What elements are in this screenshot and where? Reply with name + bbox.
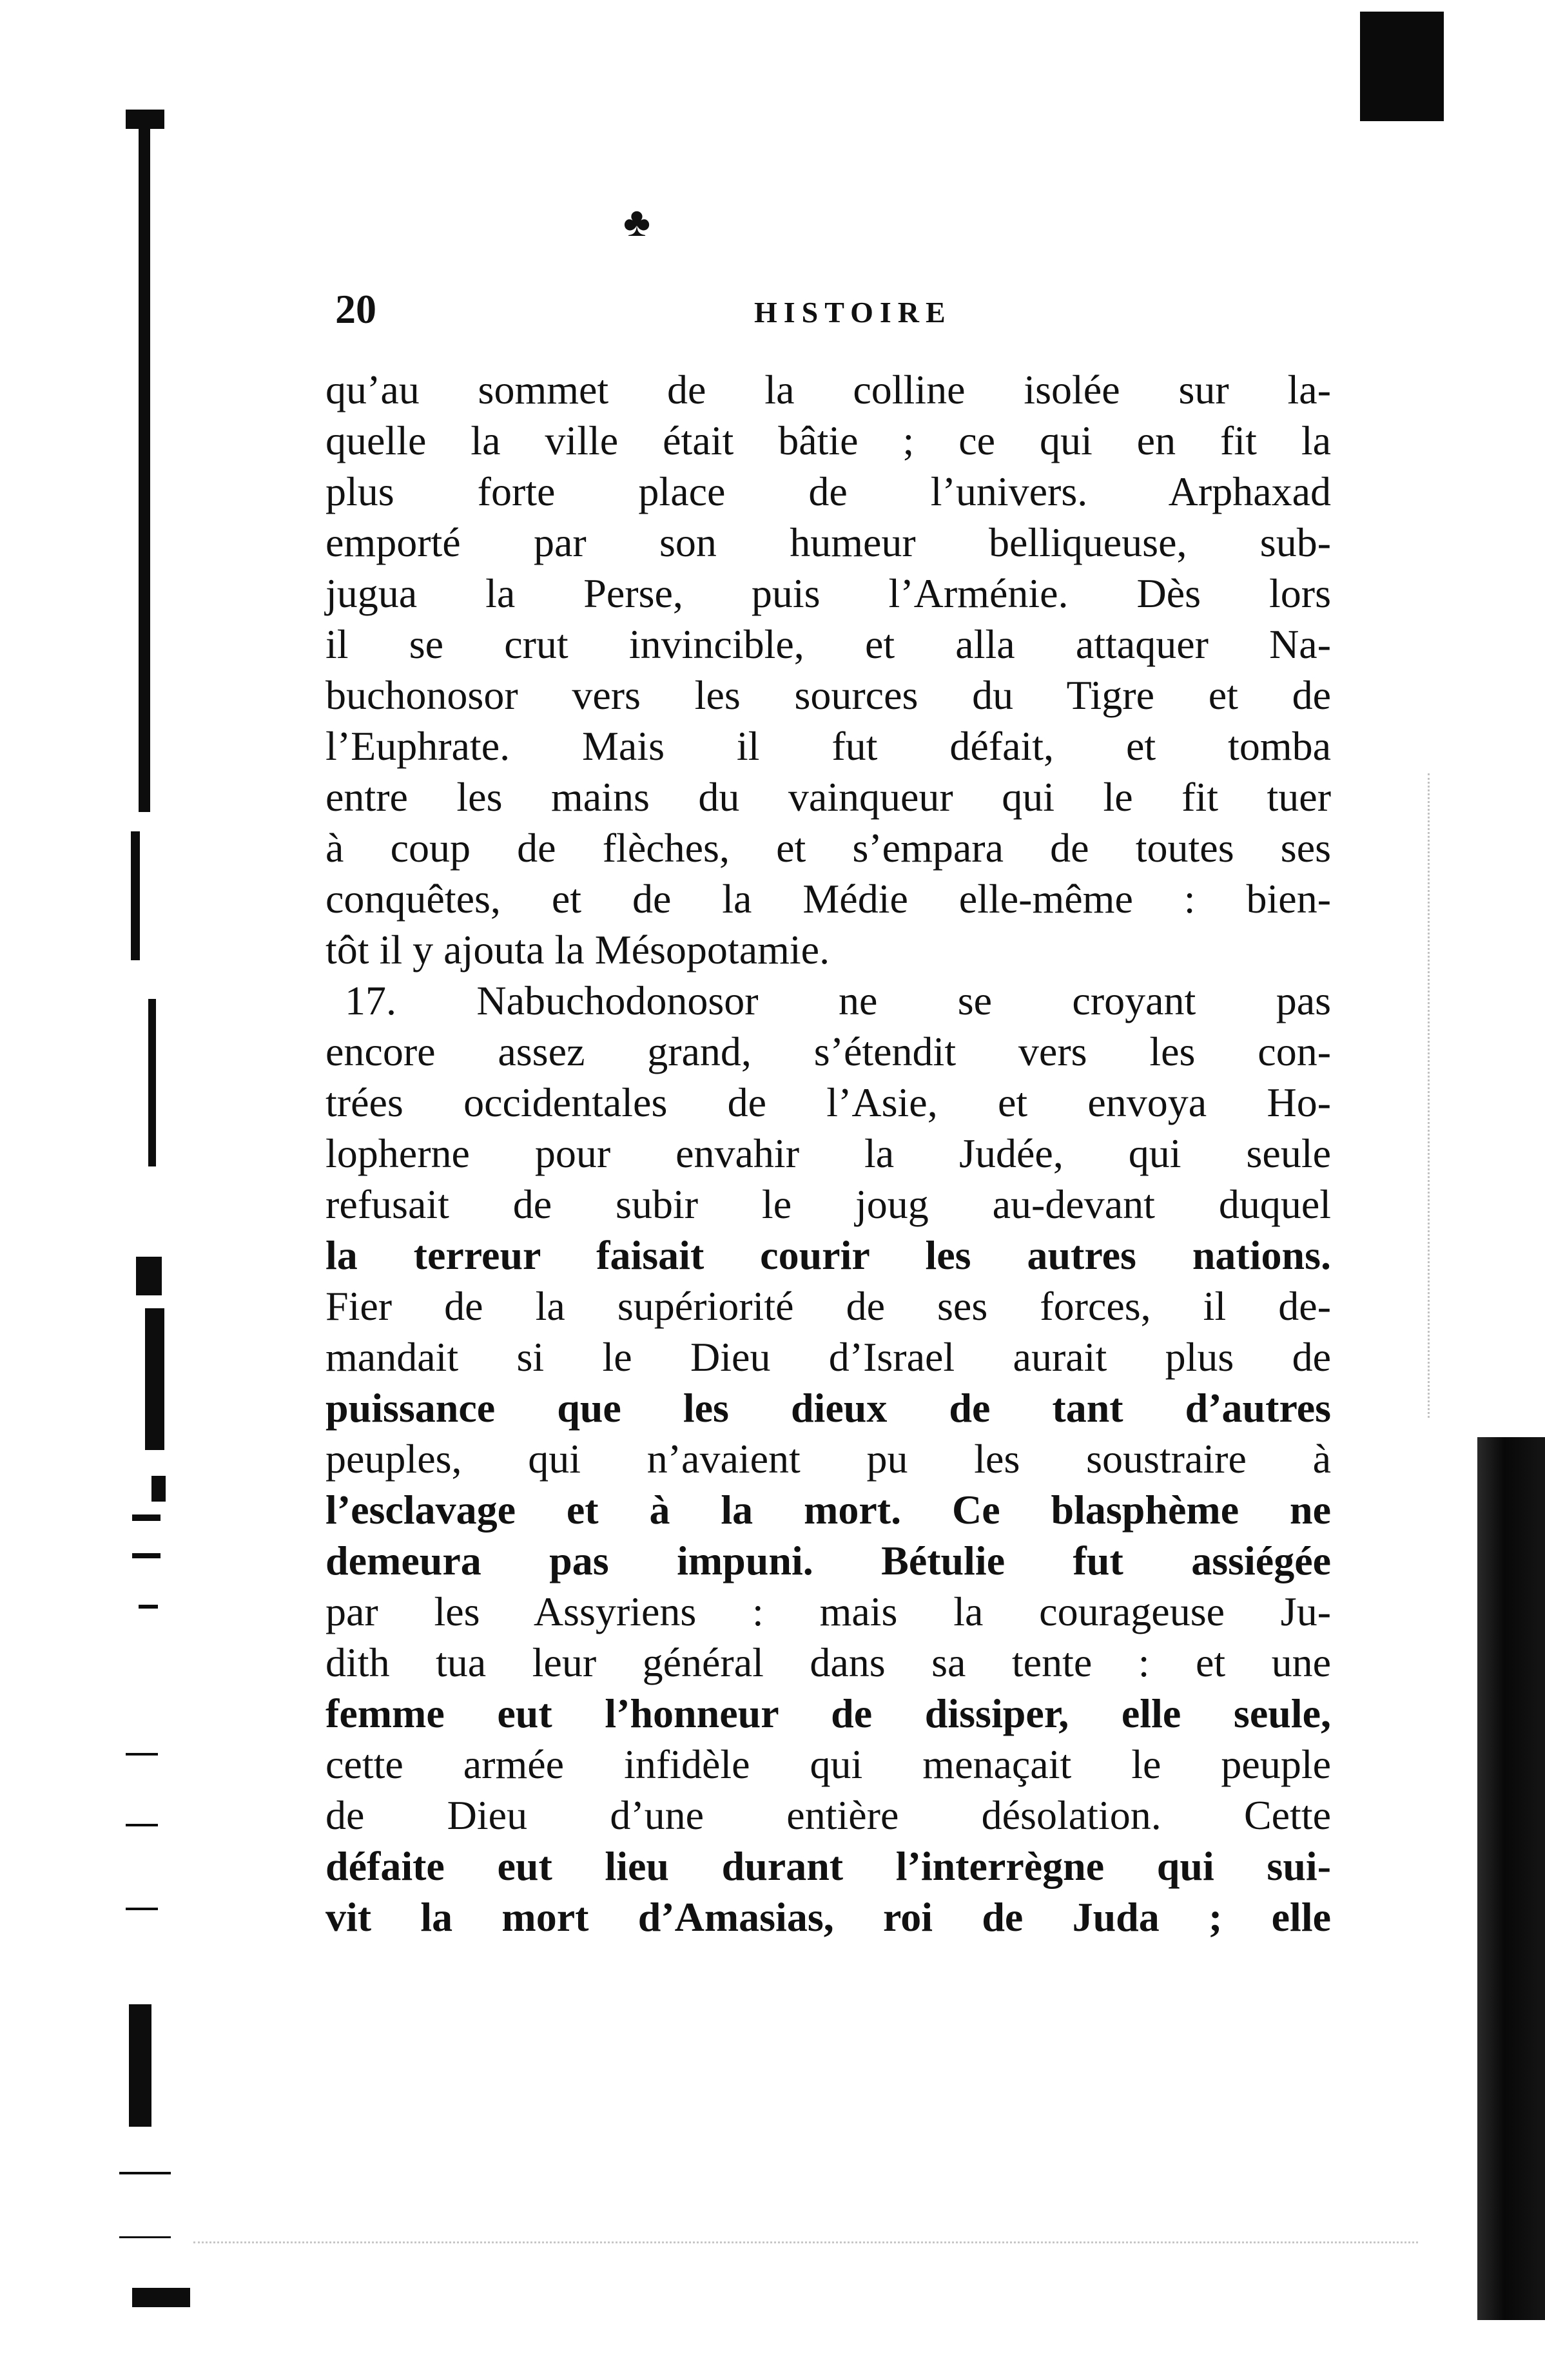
text-line: plus forte place de l’univers. Arphaxad	[326, 469, 1331, 514]
text-line: l’Euphrate. Mais il fut défait, et tomba	[326, 723, 1331, 769]
text-line: encore assez grand, s’étendit vers les con-	[326, 1029, 1331, 1074]
text-line: par les Assyriens : mais la courageuse Ju-	[326, 1589, 1331, 1634]
scan-bottom-edge	[193, 2241, 1418, 2243]
text-line: femme eut l’honneur de dissiper, elle seule,	[326, 1690, 1331, 1736]
text-line: buchonosor vers les sources du Tigre et de	[326, 672, 1331, 718]
text-line: il se crut invincible, et alla attaquer Na-	[326, 621, 1331, 667]
printer-ornament: ♣	[623, 199, 650, 245]
text-line: entre les mains du vainqueur qui le fit tuer	[326, 774, 1331, 820]
running-head	[322, 284, 1341, 335]
text-line: qu’au sommet de la colline isolée sur la-	[326, 367, 1331, 412]
page-number: 20	[335, 286, 376, 332]
scan-edge-block	[1360, 12, 1444, 121]
text-line: la terreur faisait courir les autres nations.	[326, 1232, 1331, 1278]
text-line: peuples, qui n’avaient pu les soustraire à	[326, 1436, 1331, 1482]
text-line: défaite eut lieu durant l’interrègne qui sui-	[326, 1843, 1331, 1889]
text-line: conquêtes, et de la Médie elle-même : bien-	[326, 876, 1331, 922]
text-line: vit la mort d’Amasias, roi de Juda ; elle	[326, 1894, 1331, 1940]
paragraph-start-line: 17. Nabuchodonosor ne se croyant pas	[345, 978, 1331, 1023]
text-line: tôt il y ajouta la Mésopotamie.	[326, 927, 830, 972]
running-title: HISTOIRE	[754, 296, 952, 329]
text-line: mandait si le Dieu d’Israel aurait plus de	[326, 1334, 1331, 1380]
text-line: demeura pas impuni. Bétulie fut assiégée	[326, 1538, 1331, 1583]
scan-edge-strip	[1477, 1437, 1545, 2320]
text-line: dith tua leur général dans sa tente : et une	[326, 1640, 1331, 1685]
text-line: Fier de la supériorité de ses forces, il de-	[326, 1283, 1331, 1329]
binding-edge	[113, 110, 174, 2236]
text-line: de Dieu d’une entière désolation. Cette	[326, 1792, 1331, 1838]
text-line: refusait de subir le joug au-devant duquel	[326, 1181, 1331, 1227]
text-line: à coup de flèches, et s’empara de toutes ses	[326, 825, 1331, 871]
text-line: cette armée infidèle qui menaçait le peuple	[326, 1741, 1331, 1787]
scan-noise	[1428, 773, 1455, 1418]
text-line: puissance que les dieux de tant d’autres	[326, 1385, 1331, 1431]
text-line: jugua la Perse, puis l’Arménie. Dès lors	[326, 570, 1331, 616]
text-line: quelle la ville était bâtie ; ce qui en fit la	[326, 418, 1331, 463]
text-line: l’esclavage et à la mort. Ce blasphème ne	[326, 1487, 1331, 1533]
body-text	[326, 364, 1331, 1942]
text-line: lopherne pour envahir la Judée, qui seule	[326, 1130, 1331, 1176]
text-line: trées occidentales de l’Asie, et envoya Ho-	[326, 1079, 1331, 1125]
text-line: emporté par son humeur belliqueuse, sub-	[326, 519, 1331, 565]
